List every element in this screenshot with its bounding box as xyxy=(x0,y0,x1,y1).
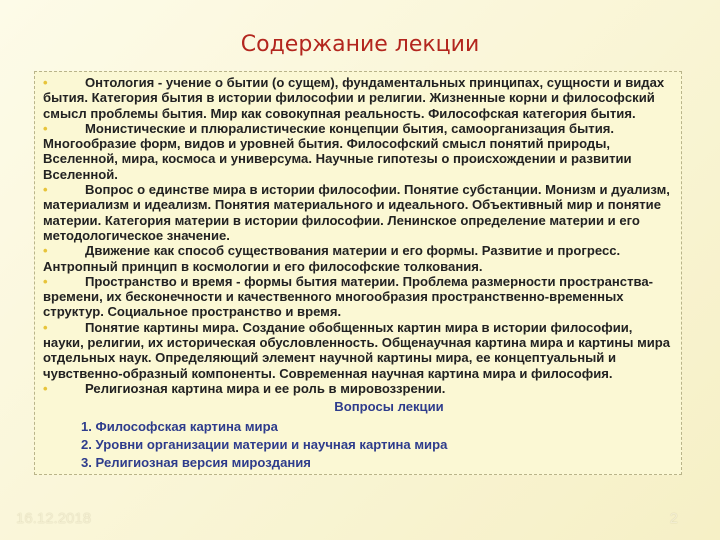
bullet-icon: • xyxy=(43,273,48,289)
list-item xyxy=(43,121,675,182)
list-item xyxy=(43,243,675,274)
question-item: 3. Религиозная версия мироздания xyxy=(81,454,311,470)
item-text: Онтология - учение о бытии (о сущем), фундаментальных принципах, сущности и видах бытия. Категория бытия в истории философии и религии. Жизненные корни и философский смысл проблемы бытия. Мир как совокупная реальность. Философская категория бытия. xyxy=(43,75,665,121)
bullet-icon: • xyxy=(43,75,48,90)
list-item xyxy=(43,75,675,121)
bullet-icon: • xyxy=(43,182,48,198)
slide-title: Содержание лекции xyxy=(240,32,480,57)
list-item xyxy=(43,274,675,320)
questions-heading: Вопросы лекции xyxy=(334,399,444,415)
item-text: Пространство и время - формы бытия материи. Проблема размерности пространства-времени, их бесконечности и качественного многообразия пространственно-временных структур. Социальное пространство и время. xyxy=(43,273,654,320)
item-text: Движение как способ существования материи и его формы. Развитие и прогресс. Антропный принцип в космологии и его философские толкования. xyxy=(43,243,621,274)
item-text: Религиозная картина мира и ее роль в мировоззрении. xyxy=(85,380,446,396)
question-item: 2. Уровни организации материи и научная картина мира xyxy=(81,436,448,452)
lecture-content-box xyxy=(34,71,682,475)
footer-date: 16.12.2018 xyxy=(16,510,92,527)
page-number: 2 xyxy=(669,510,678,527)
bullet-icon: • xyxy=(43,319,48,335)
item-text: Монистические и плюралистические концепции бытия, самоорганизация бытия. Многообразие форм, видов и уровней бытия. Философский смысл понятий природы, Вселенной, мира, космоса и универсума. Научные гипотезы о происхождении и развитии Вселенной. xyxy=(43,120,632,182)
question-item: 1. Философская картина мира xyxy=(81,418,278,434)
bullet-icon: • xyxy=(43,380,48,396)
item-text: Понятие картины мира. Создание обобщенных картин мира в истории философии, науки, религии, их историческая обусловленность. Общенаучная картина мира и картины мира отдельных наук. Определяющий элемент научной картины мира, ее концептуальный и чувственно-образный компоненты. Современная научная картина мира и философия. xyxy=(43,319,671,381)
bullet-icon: • xyxy=(43,243,48,259)
item-text: Вопрос о единстве мира в истории философии. Понятие субстанции. Монизм и дуализм, материализм и идеализм. Понятия материального и идеального. Объективный мир и понятие материи. Категория материи в истории философии. Ленинское определение материи и его методологическое значение. xyxy=(43,182,670,243)
list-item xyxy=(43,182,675,243)
list-item xyxy=(43,320,675,381)
list-item xyxy=(43,381,675,396)
bullet-icon: • xyxy=(43,120,48,136)
